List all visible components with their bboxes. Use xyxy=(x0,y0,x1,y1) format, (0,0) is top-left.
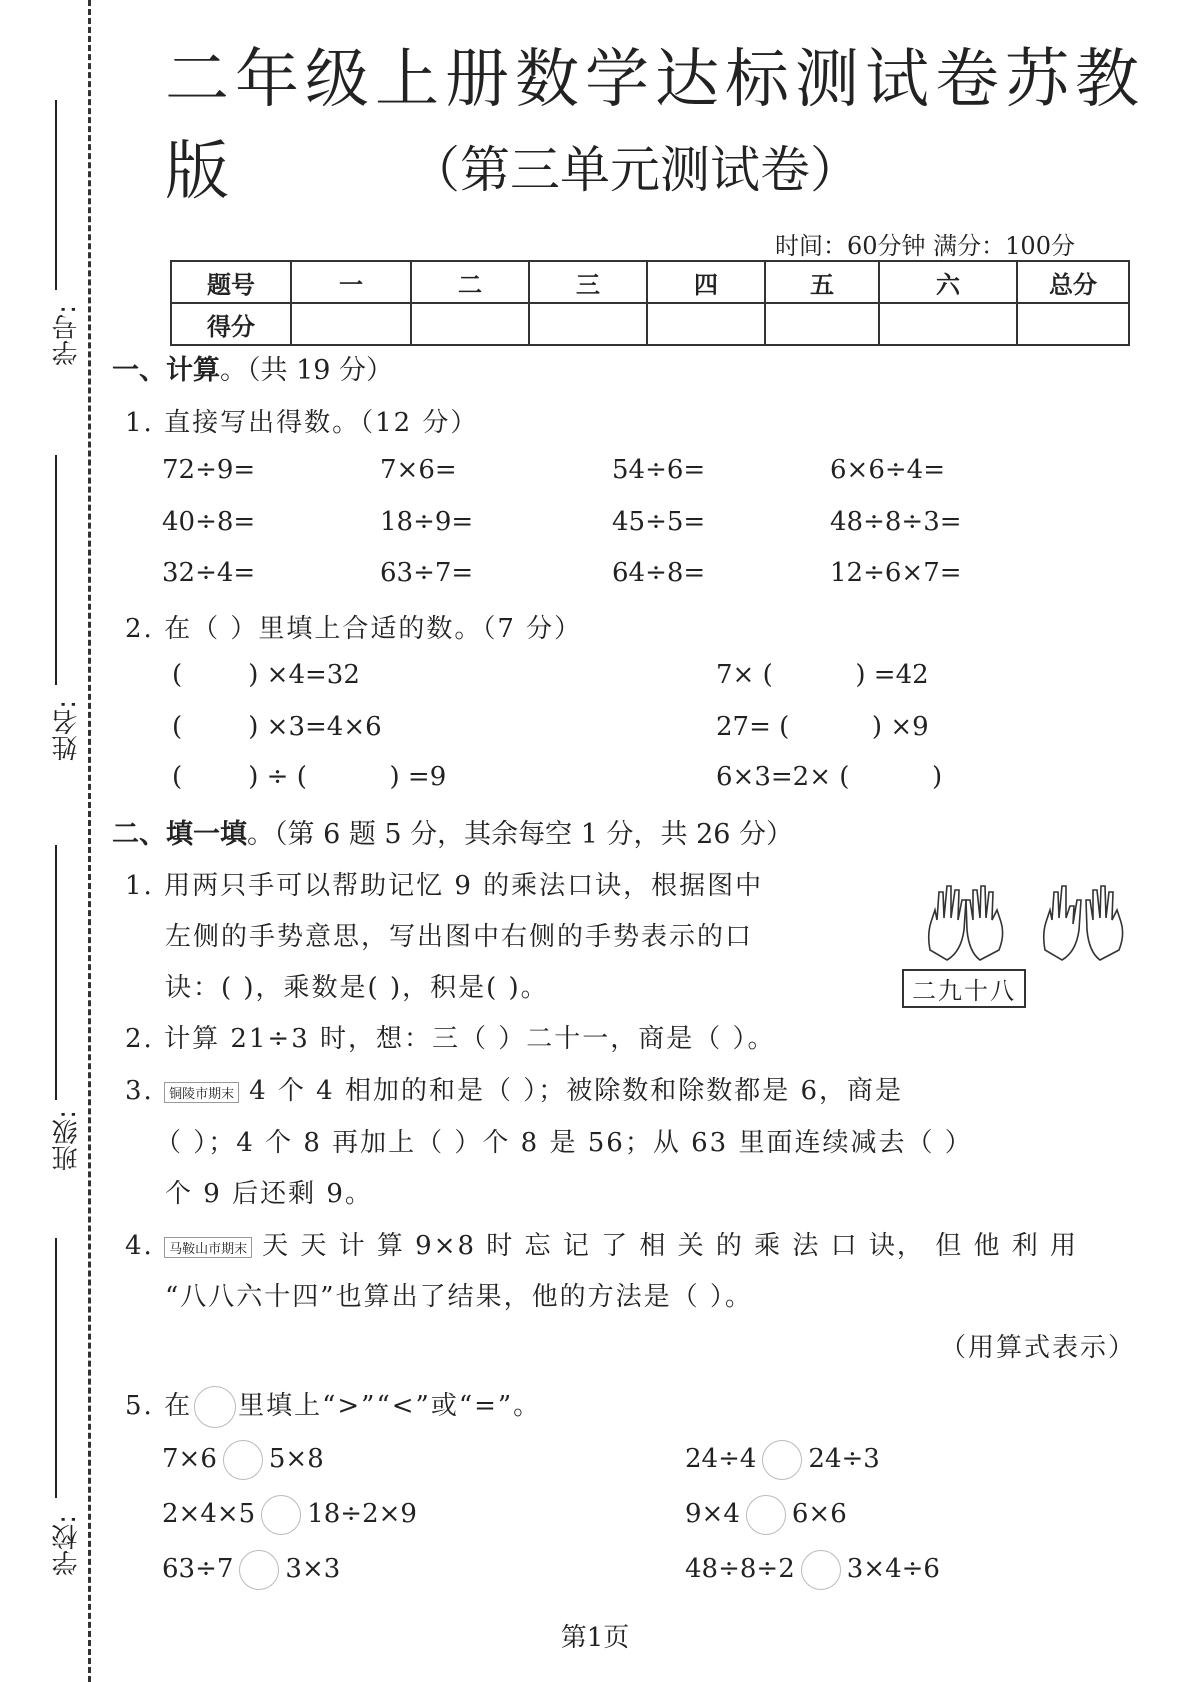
s2-q5-pre: 5. 在 xyxy=(125,1391,193,1421)
calc-item: 7×6= xyxy=(380,455,457,485)
class-line xyxy=(55,845,57,1100)
s2-q4-line1-text: 天 天 计 算 9×8 时 忘 记 了 相 关 的 乘 法 口 诀， 但 他 利 用 xyxy=(262,1231,1078,1261)
score-table xyxy=(170,260,1130,346)
score-input-cell[interactable] xyxy=(411,303,529,345)
score-header-row xyxy=(171,261,1129,303)
s2-q4-number: 4. xyxy=(125,1231,154,1261)
s2-q2[interactable]: 2. 计算 21÷3 时，想：三（ ）二十一，商是（ ）。 xyxy=(125,1024,776,1054)
compare-item xyxy=(162,1550,340,1590)
calc-item: 48÷8÷3= xyxy=(830,507,962,537)
student-id-label: 学号: xyxy=(52,305,82,366)
compare-circle[interactable] xyxy=(261,1495,301,1535)
score-cell: 四 xyxy=(647,261,765,303)
fill-item[interactable]: ( ) ÷ ( ) =9 xyxy=(172,762,447,792)
compare-circle[interactable] xyxy=(223,1440,263,1480)
compare-item xyxy=(685,1550,940,1590)
fill-item[interactable]: 27= ( ) ×9 xyxy=(716,712,929,742)
calc-item: 64÷8= xyxy=(612,558,706,588)
score-input-cell[interactable] xyxy=(647,303,765,345)
school-line xyxy=(55,1238,57,1498)
hand-gesture-illustration xyxy=(925,880,1155,964)
score-cell: 六 xyxy=(879,261,1017,303)
s2-q1-line2: 左侧的手势意思，写出图中右侧的手势表示的口 xyxy=(165,922,754,952)
compare-circle[interactable] xyxy=(762,1440,802,1480)
s2-q3-line3: 个 9 后还剩 9。 xyxy=(165,1179,373,1209)
s1-q2-text: 2. 在（ ）里填上合适的数。（7 分） xyxy=(125,614,583,644)
hands-label: 二九十八 xyxy=(902,969,1026,1008)
hand-icon xyxy=(1086,886,1123,960)
score-input-cell[interactable] xyxy=(291,303,411,345)
blank-circle-icon xyxy=(194,1386,236,1428)
score-cell: 二 xyxy=(411,261,529,303)
compare-right: 3×3 xyxy=(285,1554,341,1584)
calc-item: 45÷5= xyxy=(612,507,706,537)
s2-q1-line1: 1. 用两只手可以帮助记忆 9 的乘法口诀，根据图中 xyxy=(125,871,764,901)
calc-item: 12÷6×7= xyxy=(830,558,962,588)
calc-item: 40÷8= xyxy=(162,507,256,537)
compare-circle[interactable] xyxy=(746,1495,786,1535)
s2-q1-line3[interactable]: 诀：( )，乘数是( )，积是( )。 xyxy=(165,973,549,1003)
score-input-cell[interactable] xyxy=(879,303,1017,345)
calc-item: 54÷6= xyxy=(612,455,706,485)
score-cell: 一 xyxy=(291,261,411,303)
fill-item[interactable]: 6×3=2× ( ) xyxy=(716,762,943,792)
compare-item xyxy=(685,1440,880,1480)
calc-item: 6×6÷4= xyxy=(830,455,945,485)
compare-right: 18÷2×9 xyxy=(307,1499,417,1529)
compare-right: 24÷3 xyxy=(808,1444,880,1474)
compare-item xyxy=(685,1495,847,1535)
section2-heading xyxy=(112,812,793,851)
score-input-cell[interactable] xyxy=(529,303,647,345)
section1-points: 。（共 19 分） xyxy=(220,355,394,386)
fill-item[interactable]: ( ) ×4=32 xyxy=(172,660,360,690)
s2-q4-note: （用算式表示） xyxy=(940,1333,1137,1363)
calc-item: 32÷4= xyxy=(162,558,256,588)
s2-q3-line1[interactable] xyxy=(125,1070,903,1107)
section1-heading xyxy=(112,348,393,387)
s2-q5-post: 里填上“>”“<”或“=”。 xyxy=(238,1391,542,1421)
school-label: 学校: xyxy=(52,1515,82,1576)
fill-item[interactable]: ( ) ×3=4×6 xyxy=(172,712,382,742)
binding-line xyxy=(88,0,91,1682)
compare-left: 48÷8÷2 xyxy=(685,1554,795,1584)
page-number: 第1页 xyxy=(560,1623,630,1653)
compare-left: 9×4 xyxy=(685,1499,740,1529)
time-info: 时间：60分钟 满分：100分 xyxy=(775,232,1075,260)
source-tag: 马鞍山市期末 xyxy=(164,1237,252,1258)
s2-q4-line1 xyxy=(125,1225,1078,1262)
fill-item[interactable]: 7× ( ) =42 xyxy=(716,660,929,690)
score-cell: 题号 xyxy=(171,261,291,303)
compare-right: 5×8 xyxy=(268,1444,324,1474)
s2-q3-number: 3. xyxy=(125,1076,154,1106)
page-title: 二年级上册数学达标测试卷苏教版 xyxy=(165,43,1145,209)
hand-icon xyxy=(966,886,1003,960)
score-cell: 三 xyxy=(529,261,647,303)
s2-q4-line2[interactable]: “八八六十四”也算出了结果，他的方法是（ ）。 xyxy=(165,1282,753,1312)
page-subtitle: （第三单元测试卷） xyxy=(410,141,860,199)
section2-title: 二、填一填 xyxy=(112,819,247,850)
compare-left: 7×6 xyxy=(162,1444,217,1474)
hand-icon xyxy=(929,886,966,960)
calc-item: 18÷9= xyxy=(380,507,474,537)
compare-left: 2×4×5 xyxy=(162,1499,256,1529)
compare-left: 24÷4 xyxy=(685,1444,757,1474)
section2-points: 。（第 6 题 5 分，其余每空 1 分，共 26 分） xyxy=(247,819,794,850)
compare-left: 63÷7 xyxy=(162,1554,234,1584)
compare-item xyxy=(162,1495,417,1535)
calc-item: 63÷7= xyxy=(380,558,474,588)
calc-item: 72÷9= xyxy=(162,455,256,485)
s2-q3-line1-text: 4 个 4 相加的和是（ ）；被除数和除数都是 6，商是 xyxy=(249,1076,904,1106)
s2-q3-line2[interactable]: （ ）；4 个 8 再加上（ ）个 8 是 56；从 63 里面连续减去（ ） xyxy=(155,1128,973,1158)
s2-q5-text xyxy=(125,1385,541,1428)
name-line xyxy=(55,455,57,685)
score-value-row xyxy=(171,303,1129,345)
score-cell: 五 xyxy=(765,261,879,303)
s1-q1-text: 1. 直接写出得数。（12 分） xyxy=(125,408,479,438)
score-cell: 得分 xyxy=(171,303,291,345)
compare-circle[interactable] xyxy=(801,1550,841,1590)
name-label: 姓名: xyxy=(52,700,82,761)
section1-title: 一、计算 xyxy=(112,355,220,386)
compare-circle[interactable] xyxy=(239,1550,279,1590)
compare-item xyxy=(162,1440,324,1480)
score-cell: 总分 xyxy=(1017,261,1129,303)
hand-icon xyxy=(1044,886,1081,960)
class-label: 班级: xyxy=(52,1110,82,1171)
compare-right: 3×4÷6 xyxy=(846,1554,940,1584)
source-tag: 铜陵市期末 xyxy=(164,1082,239,1103)
compare-right: 6×6 xyxy=(791,1499,847,1529)
student-id-line xyxy=(55,100,57,290)
score-input-cell[interactable] xyxy=(1017,303,1129,345)
score-input-cell[interactable] xyxy=(765,303,879,345)
